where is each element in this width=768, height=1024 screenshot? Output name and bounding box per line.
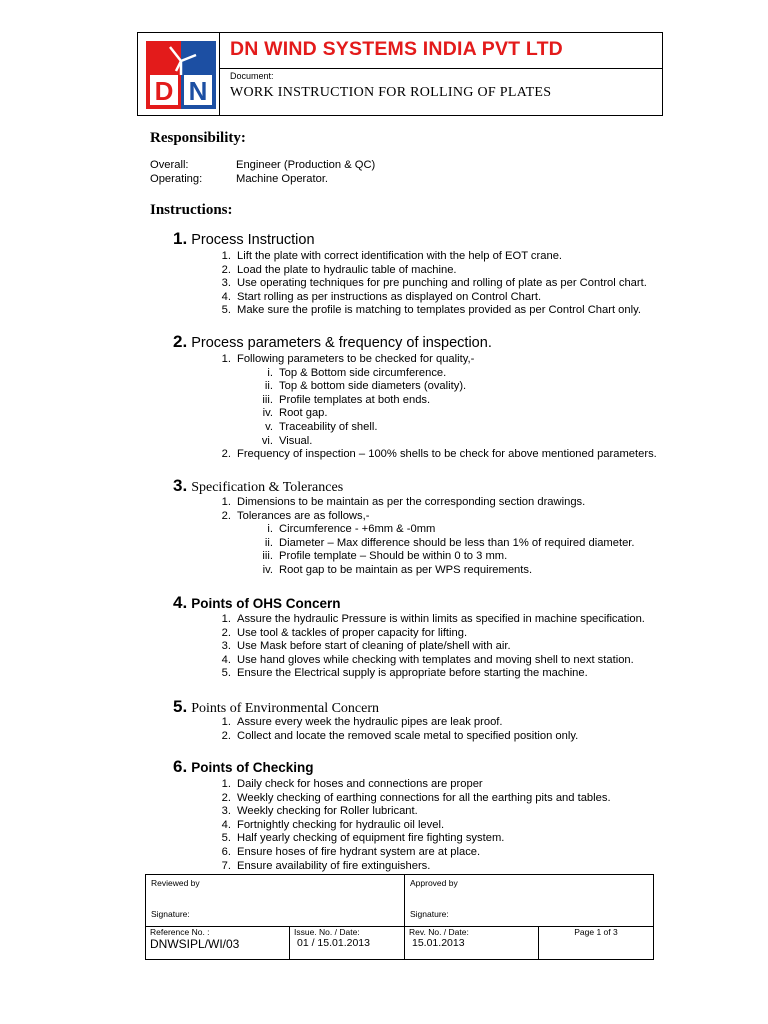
section-heading: 4. Points of OHS Concern: [173, 593, 341, 612]
list-item: i. Circumference - +6mm & -0mm: [267, 523, 436, 536]
reference-value: DNWSIPL/WI/03: [150, 937, 240, 951]
list-item: 2. Load the plate to hydraulic table of machine.: [221, 263, 457, 276]
section-list: [221, 613, 645, 681]
responsibility-value: Engineer (Production & QC): [236, 159, 376, 171]
reviewed-cell: [146, 875, 405, 927]
section-heading: 2. Process parameters & frequency of inspection.: [173, 332, 492, 351]
list-item: iv. Root gap.: [262, 407, 328, 420]
document-title: WORK INSTRUCTION FOR ROLLING OF PLATES: [230, 85, 552, 100]
list-item: 5. Make sure the profile is matching to templates provided as per Control Chart only.: [221, 304, 641, 317]
list-item: 1. Lift the plate with correct identification with the help of EOT crane.: [221, 250, 563, 262]
section-heading: 6. Points of Checking: [173, 757, 314, 776]
list-item: 3. Weekly checking for Roller lubricant.: [221, 805, 418, 818]
issue-value: 01 / 15.01.2013: [297, 937, 370, 949]
list-item: 2. Collect and locate the removed scale metal to specified position only.: [221, 729, 579, 742]
approved-cell: [405, 875, 654, 927]
section-heading: 3. Specification & Tolerances: [173, 476, 344, 495]
responsibility-label: Overall:: [150, 159, 189, 171]
list-item: 5. Half yearly checking of equipment fire fighting system.: [221, 832, 505, 845]
list-item: 2. Tolerances are as follows,-: [221, 509, 370, 522]
section-list: [221, 353, 657, 462]
approved-by-label: Approved by: [410, 878, 458, 888]
list-item: 5. Ensure the Electrical supply is appropriate before starting the machine.: [221, 667, 588, 680]
list-item: v. Traceability of shell.: [265, 420, 378, 433]
section-list: [221, 250, 647, 318]
revision-cell: [405, 927, 539, 960]
section-heading: 1. Process Instruction: [173, 229, 315, 248]
company-logo: [146, 41, 216, 109]
list-item: 2. Weekly checking of earthing connections for all the earthing pits and tables.: [221, 791, 611, 804]
issue-label: Issue. No. / Date:: [294, 927, 360, 937]
reviewed-by-label: Reviewed by: [151, 878, 200, 888]
responsibility-value: Machine Operator.: [236, 172, 329, 185]
svg-text:N: N: [188, 76, 208, 106]
list-item: 4. Fortnightly checking for hydraulic oil level.: [221, 818, 445, 831]
page-cell: [539, 927, 654, 960]
list-item: 4. Use hand gloves while checking with templates and moving shell to next station.: [221, 653, 634, 666]
issue-cell: [290, 927, 405, 960]
list-item: 3. Use Mask before start of cleaning of plate/shell with air.: [221, 640, 511, 653]
list-item: 2. Use tool & tackles of proper capacity for lifting.: [221, 626, 468, 639]
page-number: Page 1 of 3: [574, 927, 618, 937]
list-item: iv. Root gap to be maintain as per WPS requirements.: [262, 563, 533, 576]
list-item: 7. Ensure availability of fire extinguishers.: [221, 859, 431, 872]
list-item: iii. Profile templates at both ends.: [262, 393, 431, 406]
instructions-heading: Instructions:: [150, 202, 233, 218]
company-name: DN WIND SYSTEMS INDIA PVT LTD: [230, 38, 563, 60]
list-item: 1. Daily check for hoses and connections are proper: [221, 778, 483, 790]
list-item: ii. Top & bottom side diameters (ovality).: [264, 380, 467, 393]
revision-value: 15.01.2013: [412, 937, 465, 949]
reference-label: Reference No. :: [150, 927, 210, 937]
list-item: 3. Use operating techniques for pre punching and rolling of plate as per Control chart.: [221, 277, 647, 290]
document-header: [137, 32, 663, 116]
signature-label: Signature:: [410, 909, 449, 919]
responsibility-table: [150, 159, 375, 186]
signature-label: Signature:: [151, 909, 190, 919]
document-label: Document:: [230, 71, 274, 81]
revision-label: Rev. No. / Date:: [409, 927, 469, 937]
list-item: 1. Assure every week the hydraulic pipes are leak proof.: [221, 716, 503, 728]
svg-text:D: D: [154, 76, 174, 106]
list-item: 2. Frequency of inspection – 100% shells to be check for above mentioned parameters.: [221, 448, 657, 461]
list-item: 1. Following parameters to be checked for quality,-: [221, 353, 475, 365]
responsibility-label: Operating:: [150, 172, 203, 185]
list-item: 1. Assure the hydraulic Pressure is within limits as specified in machine specification.: [221, 613, 645, 625]
list-item: 6. Ensure hoses of fire hydrant system are at place.: [221, 845, 481, 858]
section-list: [221, 716, 579, 743]
list-item: 1. Dimensions to be maintain as per the corresponding section drawings.: [221, 496, 586, 508]
section-list: [221, 778, 611, 873]
reference-cell: [146, 927, 290, 960]
responsibility-heading: Responsibility:: [150, 130, 246, 146]
list-item: iii. Profile template – Should be within 0 to 3 mm.: [262, 550, 508, 563]
list-item: ii. Diameter – Max difference should be less than 1% of required diameter.: [264, 536, 635, 549]
approval-footer: [145, 874, 654, 960]
list-item: vi. Visual.: [261, 434, 313, 447]
list-item: 4. Start rolling as per instructions as displayed on Control Chart.: [221, 290, 542, 303]
section-list: [221, 496, 635, 578]
list-item: i. Top & Bottom side circumference.: [267, 366, 447, 379]
section-heading: 5. Points of Environmental Concern: [173, 697, 380, 716]
